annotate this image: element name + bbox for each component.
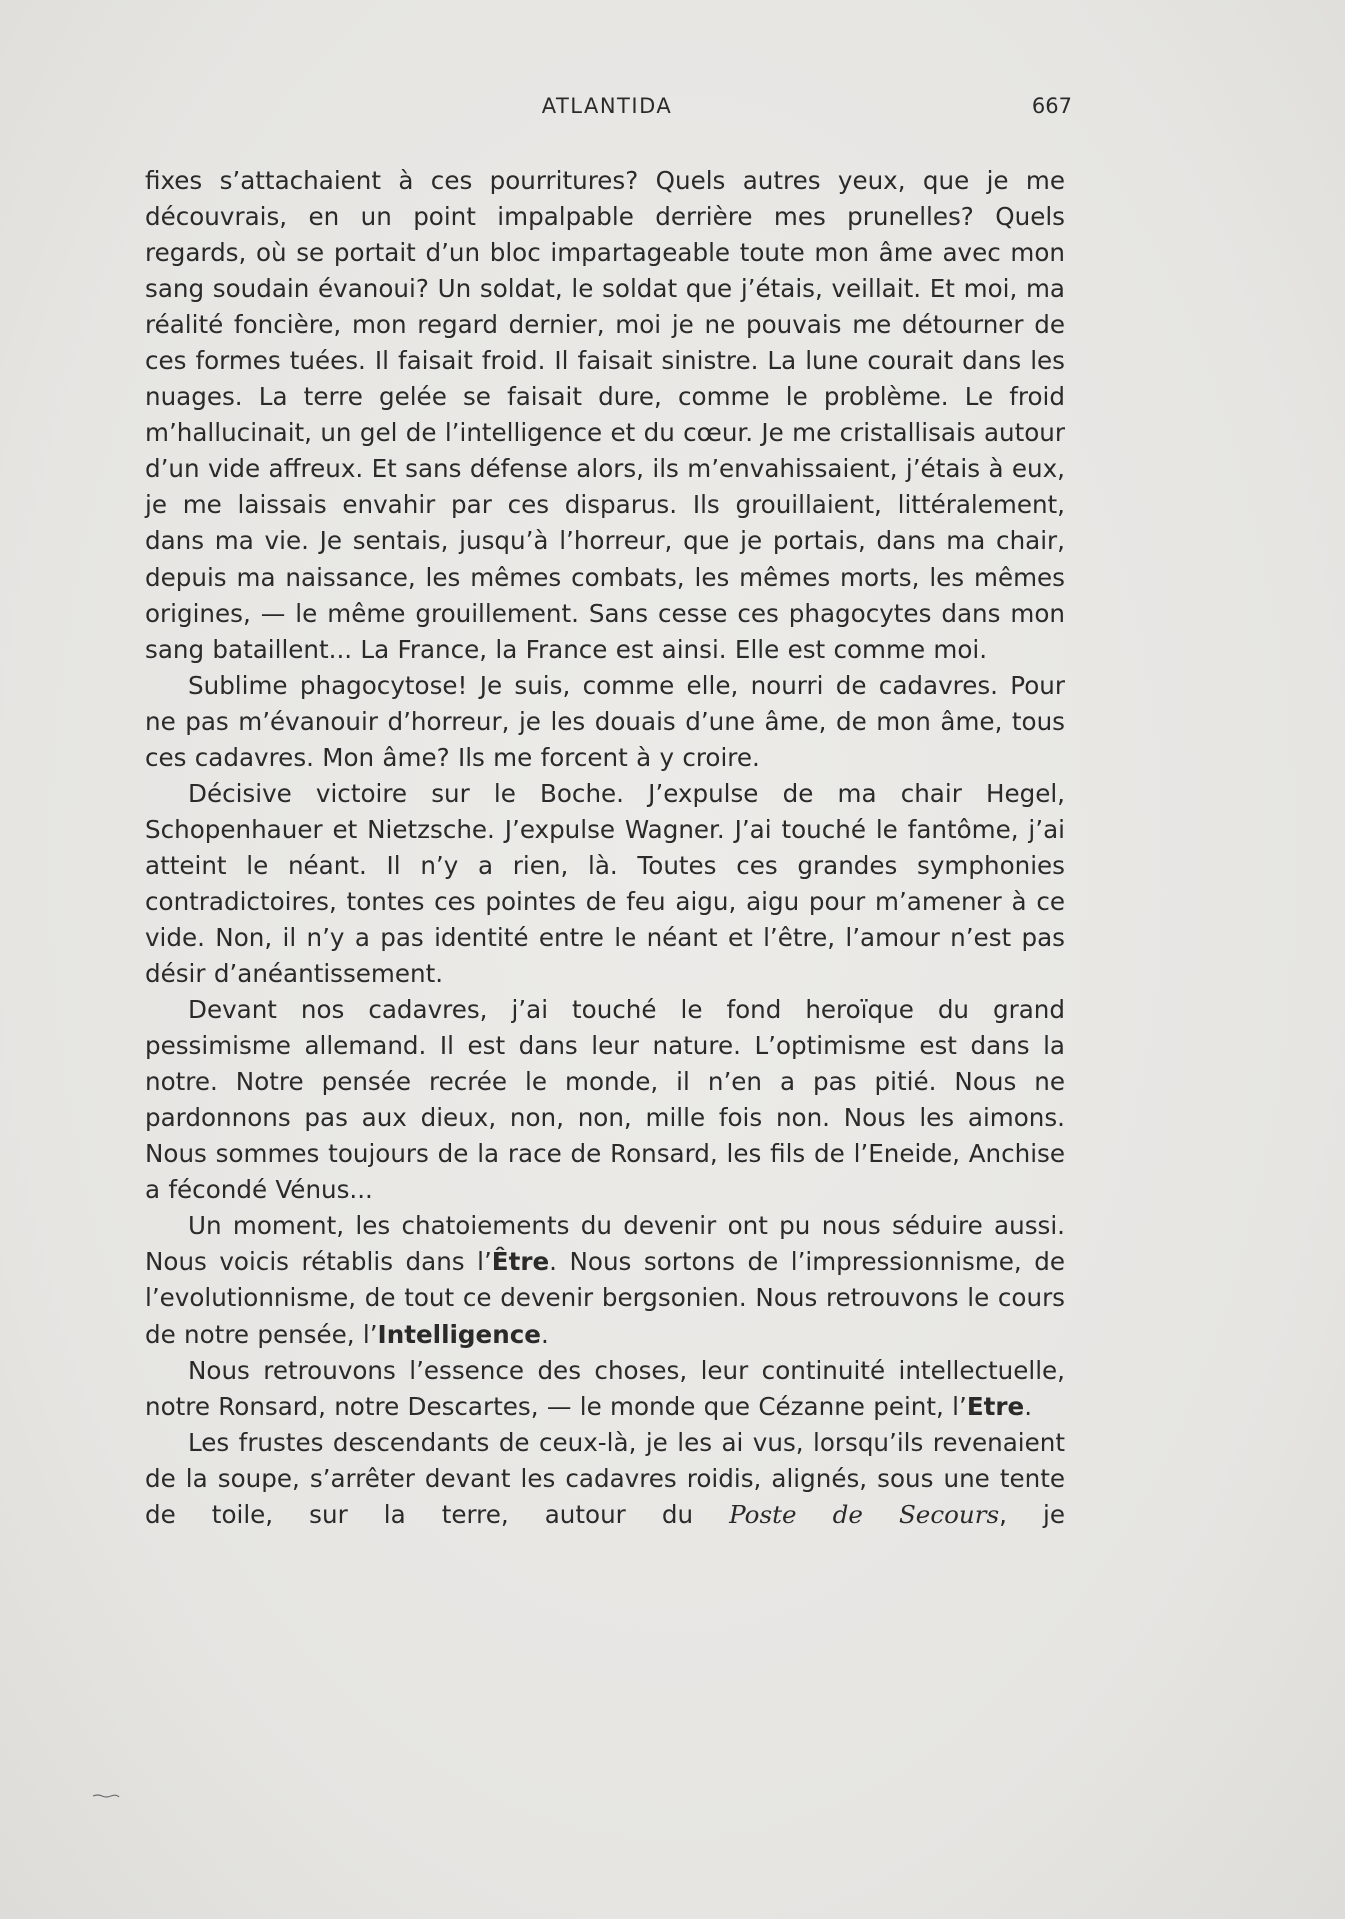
bold-text: Etre — [966, 1391, 1025, 1421]
italic-text: Poste de Secours — [729, 1499, 1000, 1529]
text-run: Nous retrouvons l’essence des choses, leur continuité intellectuelle, notre Ronsard, notre Descartes, — le monde que Cézanne peint, l’ — [145, 1355, 1065, 1421]
paragraph — [145, 668, 1065, 776]
running-head — [142, 94, 1072, 124]
text-run: Un moment, les chatoiements du devenir ont pu nous séduire aussi. Nous voicis rétablis dans l’ — [145, 1211, 1065, 1277]
bold-text: Intelligence — [377, 1319, 541, 1349]
text-run: . Nous sortons de l’impressionnisme, de l’evolutionnisme, de tout ce devenir bergsonien. Nous retrouvons le cours de notre pensée, l’ — [145, 1247, 1065, 1349]
paragraph — [145, 992, 1065, 1208]
text-run: , je — [999, 1499, 1065, 1529]
text-run: . — [1024, 1391, 1033, 1421]
paragraph — [145, 1208, 1065, 1352]
text-run: Décisive victoire sur le Boche. J’expulse de ma chair Hegel, Schopenhauer et Nietzsche. J’expulse Wagner. J’ai touché le fantôme, j’ai atteint le néant. Il n’y a rien, là. Toutes ces grandes symphonies contradictoires, tontes ces pointes de feu aigu, aigu pour m’amener à ce vide. Non, il n’y a pas identité entre le néant et l’être, l’amour n’est pas désir d’anéantissement. — [145, 778, 1065, 989]
paragraph — [145, 1425, 1065, 1533]
text-run: fixes s’attachaient à ces pourritures? Quels autres yeux, que je me découvrais, en un point impalpable derrière mes prunelles? Quels regards, où se portait d’un bloc impartageable toute mon âme avec mon sang soudain évanoui? Un soldat, le soldat que j’étais, veillait. Et moi, ma réalité foncière, mon regard dernier, moi je ne pouvais me détourner de ces formes tuées. Il faisait froid. Il faisait sinistre. La lune courait dans les nuages. La terre gelée se faisait dure, comme le problème. Le froid m’hallucinait, un gel de l’intelligence et du cœur. Je me cristallisais autour d’un vide affreux. Et sans défense alors, ils m’envahissaient, j’étais à eux, je me laissais envahir par ces disparus. Ils grouillaient, littéralement, dans ma vie. Je sentais, jusqu’à l’horreur, que je portais, dans ma chair, depuis ma naissance, les mêmes combats, les mêmes morts, les mêmes origines, — le même grouillement. Sans cesse ces phagocytes dans mon sang bataillent... La France, la France est ainsi. Elle est comme moi. — [145, 166, 1065, 664]
text-run: Les frustes descendants de ceux-là, je les ai vus, lorsqu’ils revenaient de la soupe, s’arrêter devant les cadavres roidis, alignés, sous une tente de toile, sur la terre, autour du — [145, 1427, 1065, 1529]
text-run: Devant nos cadavres, j’ai touché le fond heroïque du grand pessimisme allemand. Il est dans leur nature. L’optimisme est dans la notre. Notre pensée recrée le monde, il n’en a pas pitié. Nous ne pardonnons pas aux dieux, non, non, mille fois non. Nous les aimons. Nous sommes toujours de la race de Ronsard, les fils de l’Eneide, Anchise a fécondé Vénus... — [145, 995, 1065, 1205]
running-title: ATLANTIDA — [541, 94, 673, 118]
text-run: . — [541, 1319, 549, 1349]
bold-text: Être — [491, 1247, 550, 1277]
ink-smudge-mark — [92, 1793, 120, 1799]
page-number: 667 — [1031, 94, 1072, 118]
text-run: Sublime phagocytose! Je suis, comme elle, nourri de cadavres. Pour ne pas m’évanouir d’horreur, je les douais d’une âme, de mon âme, tous ces cadavres. Mon âme? Ils me forcent à y croire. — [145, 670, 1065, 772]
paragraph — [145, 776, 1065, 992]
body-text — [145, 163, 1065, 1533]
paragraph — [145, 1353, 1065, 1425]
paragraph — [145, 163, 1065, 668]
